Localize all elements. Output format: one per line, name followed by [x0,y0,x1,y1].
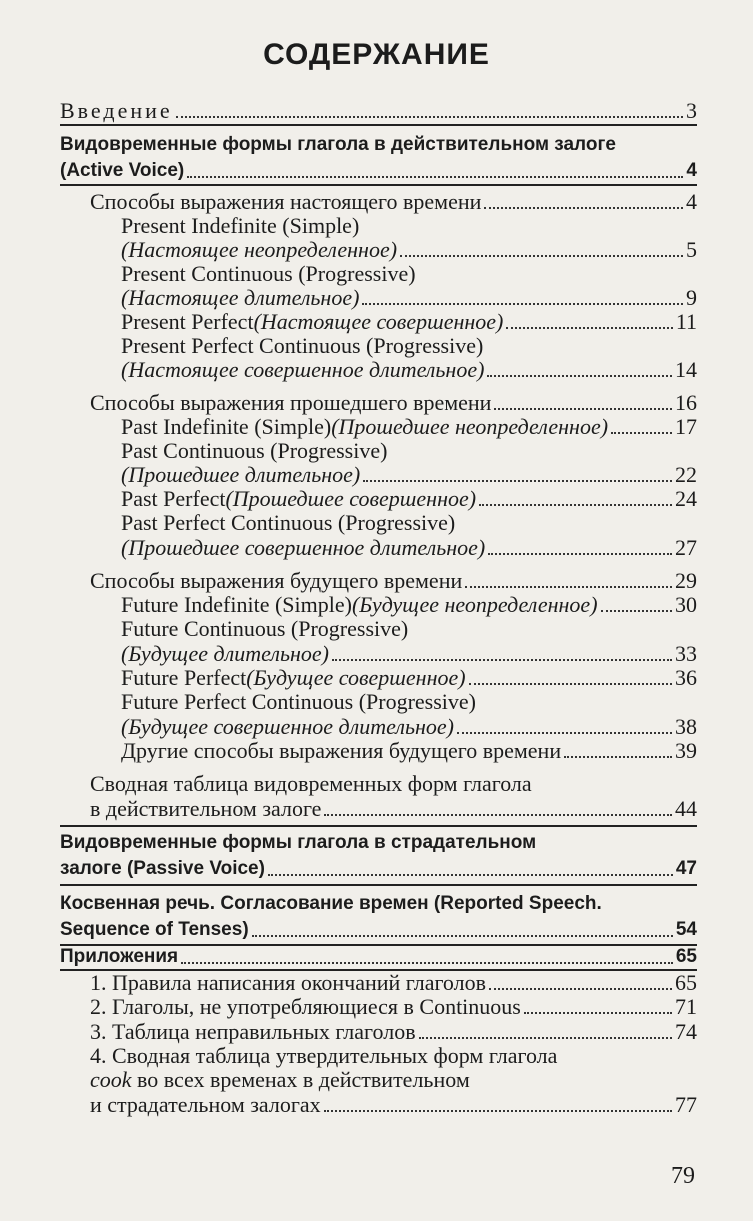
toc-page: 65 [675,970,697,995]
toc-entry-present-indefinite-en[interactable]: Present Indefinite (Simple) [121,213,360,238]
toc-entry-past-continuous[interactable] [121,462,697,488]
leader-dots [362,303,683,305]
toc-entry-past-perfect-continuous-en[interactable]: Past Perfect Continuous (Progressive) [121,510,456,535]
leader-dots [601,610,672,612]
cook-word: cook [90,1067,132,1092]
toc-page: 17 [675,414,697,439]
leader-dots [176,116,683,118]
toc-entry-future-perfect-continuous[interactable] [121,714,697,740]
toc-section-passive-voice-line1[interactable]: Видовременные формы глагола в страдательном [60,832,537,853]
toc-section-reported-speech[interactable] [60,917,697,943]
toc-page: 44 [675,796,697,821]
toc-label: (Будущее длительное) [121,641,329,666]
toc-label: (Настоящее неопределенное) [121,237,398,262]
toc-label: и страдательном залогах [90,1092,321,1117]
toc-section-active-voice[interactable] [60,158,697,184]
leader-dots [457,732,672,734]
toc-label-en: Past Indefinite (Simple) [121,414,332,439]
leader-dots [324,814,672,816]
toc-label: 1. Правила написания окончаний глаголов [90,970,487,995]
leader-dots [488,553,672,555]
toc-entry-future-other[interactable] [121,738,697,764]
toc-entry-past-continuous-en[interactable]: Past Continuous (Progressive) [121,438,388,463]
toc-label: (Будущее совершенное длительное) [121,714,454,739]
toc-label-en: Past Perfect [121,486,226,511]
leader-dots [252,935,673,937]
toc-label-en: Future Indefinite (Simple) [121,592,352,617]
toc-entry-future-perfect-continuous-en[interactable]: Future Perfect Continuous (Progressive) [121,689,476,714]
leader-dots [181,962,673,964]
toc-section-active-voice-line1[interactable]: Видовременные формы глагола в действительном залоге [60,134,616,155]
leader-dots [465,586,672,588]
toc-page: 71 [675,994,697,1019]
divider [60,825,697,827]
toc-label: Приложения [60,946,179,967]
leader-dots [363,480,672,482]
toc-entry-past-perfect[interactable] [121,486,697,512]
toc-section-passive-voice[interactable] [60,856,697,882]
divider [60,184,697,186]
toc-page: 9 [686,285,697,310]
toc-label: (Прошедшее длительное) [121,462,361,487]
toc-label: (Active Voice) [60,160,185,181]
toc-page: 5 [686,237,697,262]
toc-label: Sequence of Tenses) [60,919,249,940]
toc-entry-appendix-4-line2[interactable] [90,1067,470,1093]
toc-page: 27 [675,535,697,560]
toc-entry-appendix-3[interactable] [90,1019,697,1045]
page-title: СОДЕРЖАНИЕ [263,38,490,71]
toc-entry-present-continuous-en[interactable]: Present Continuous (Progressive) [121,261,416,286]
toc-label-ru: (Прошедшее совершенное) [225,486,477,511]
toc-page: 74 [675,1019,697,1044]
toc-entry-future-perfect[interactable] [121,665,697,691]
toc-entry-present[interactable] [90,189,697,215]
toc-page: 4 [686,160,697,181]
toc-entry-summary[interactable] [90,796,697,822]
toc-entry-future-indefinite[interactable] [121,592,697,618]
toc-page: 29 [675,568,697,593]
leader-dots [611,432,672,434]
toc-label-ru: (Прошедшее неопределенное) [331,414,609,439]
toc-page: 36 [675,665,697,690]
toc-section-appendix[interactable] [60,944,697,970]
toc-label-ru: (Будущее неопределенное) [351,592,598,617]
leader-dots [564,756,672,758]
leader-dots [324,1110,672,1112]
toc-entry-appendix-4[interactable] [90,1092,697,1118]
toc-page: 54 [675,919,697,940]
toc-page: 33 [675,641,697,666]
toc-page: 14 [675,357,697,382]
leader-dots [268,874,673,876]
toc-label: Способы выражения прошедшего времени [90,390,492,415]
toc-entry-present-indefinite[interactable] [121,237,697,263]
toc-entry-present-perfect-continuous[interactable] [121,357,697,383]
toc-page: 39 [675,738,697,763]
toc-entry-past[interactable] [90,390,697,416]
toc-entry-future-continuous-en[interactable]: Future Continuous (Progressive) [121,616,409,641]
toc-page: 47 [675,858,697,879]
toc-label: в действительном залоге [90,796,322,821]
page-number: 79 [671,1163,695,1189]
toc-page: 22 [675,462,697,487]
toc-page: 77 [675,1092,697,1117]
divider [60,124,697,126]
toc-page: 11 [675,309,697,334]
toc-entry-present-continuous[interactable] [121,285,697,311]
toc-entry-future-continuous[interactable] [121,641,697,667]
toc-label: (Настоящее длительное) [121,285,360,310]
toc-entry-past-indefinite[interactable] [121,414,697,440]
leader-dots [524,1012,672,1014]
toc-label: Способы выражения настоящего времени [90,189,482,214]
toc-entry-appendix-1[interactable] [90,970,697,996]
leader-dots [484,207,683,209]
toc-page: 24 [675,486,697,511]
toc-page: 4 [686,189,697,214]
leader-dots [489,988,672,990]
leader-dots [469,683,672,685]
toc-entry-future[interactable] [90,568,697,594]
leader-dots [187,176,683,178]
leader-dots [494,408,672,410]
toc-entry-appendix-2[interactable] [90,994,697,1020]
leader-dots [332,659,672,661]
leader-dots [487,375,672,377]
toc-entry-appendix-4-line1[interactable]: 4. Сводная таблица утвердительных форм глагола [90,1043,558,1068]
toc-section-reported-speech-line1[interactable]: Косвенная речь. Согласование времен (Reported Speech. [60,893,602,914]
divider [60,884,697,886]
toc-entry-present-perfect[interactable] [121,309,697,335]
toc-label-en: Future Perfect [121,665,247,690]
toc-label-ru: (Будущее совершенное) [246,665,466,690]
toc-entry-present-perfect-continuous-en[interactable]: Present Perfect Continuous (Progressive) [121,333,484,358]
leader-dots [506,327,672,329]
toc-label-en: Present Perfect [121,309,254,334]
toc-label: (Настоящее совершенное длительное) [121,357,485,382]
toc-label: залоге (Passive Voice) [60,858,265,879]
leader-dots [479,504,672,506]
toc-label: Другие способы выражения будущего времени [121,738,562,763]
toc-page: 65 [675,946,697,967]
toc-page: 3 [686,98,697,123]
toc-page: 38 [675,714,697,739]
toc-label: во всех временах в действительном [131,1067,470,1092]
toc-label-ru: (Настоящее совершенное) [253,309,504,334]
leader-dots [400,255,683,257]
toc-entry-intro[interactable] [60,98,697,124]
toc-entry-past-perfect-continuous[interactable] [121,535,697,561]
leader-dots [419,1037,672,1039]
toc-label: Введение [60,98,173,123]
toc-label: 2. Глаголы, не употребляющиеся в Continuous [90,994,521,1019]
toc-label: 3. Таблица неправильных глаголов [90,1019,416,1044]
toc-label: (Прошедшее совершенное длительное) [121,535,486,560]
toc-page: 30 [675,592,697,617]
toc-page: 16 [675,390,697,415]
toc-label: Способы выражения будущего времени [90,568,463,593]
toc-entry-summary-line1[interactable]: Сводная таблица видовременных форм глагола [90,771,532,796]
